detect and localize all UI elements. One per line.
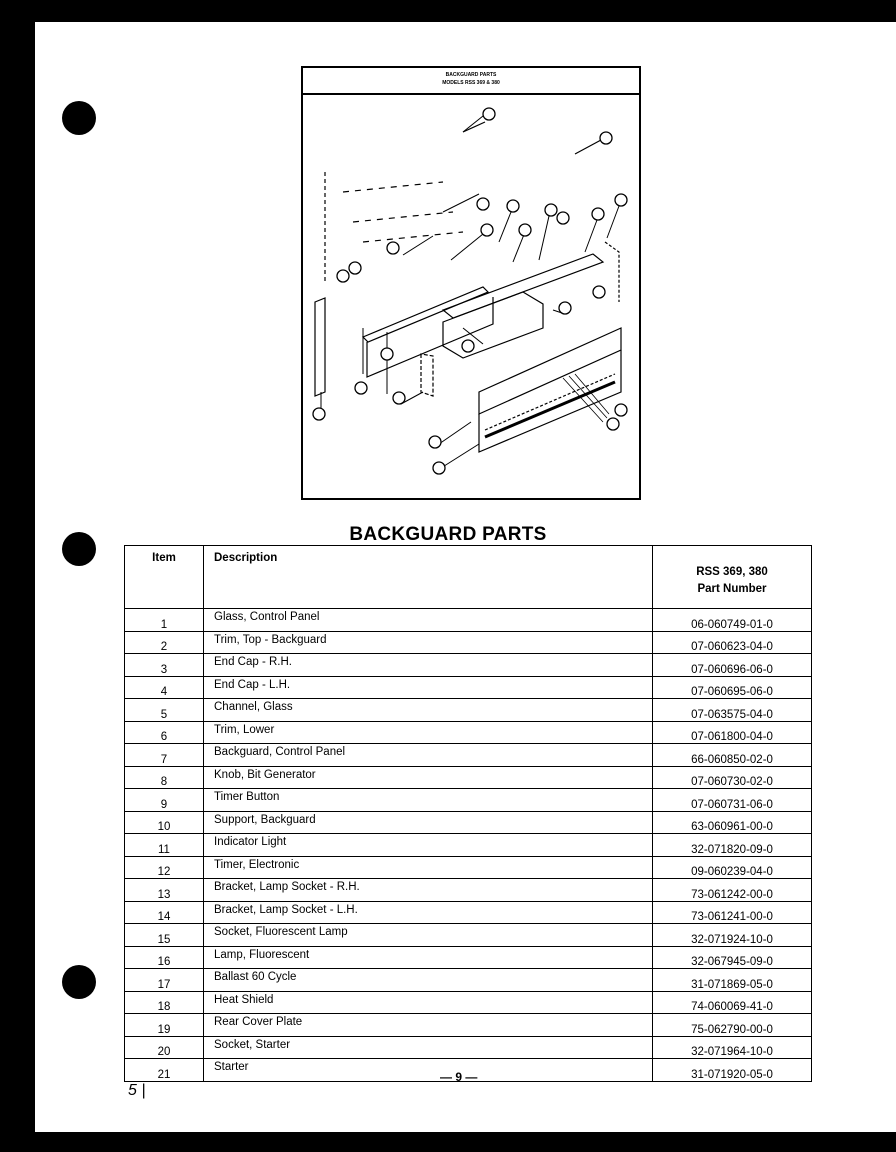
table-row (125, 654, 812, 677)
table-row (125, 609, 812, 632)
cell-item: 12 (125, 856, 204, 879)
table-row (125, 879, 812, 902)
cell-description: Glass, Control Panel (204, 609, 653, 632)
cell-item: 15 (125, 924, 204, 947)
cell-part-number: 74-060069-41-0 (653, 991, 812, 1014)
cell-item: 9 (125, 789, 204, 812)
cell-part-number: 32-067945-09-0 (653, 946, 812, 969)
cell-item: 4 (125, 676, 204, 699)
header-part-number (653, 546, 812, 609)
cell-part-number: 07-060730-02-0 (653, 766, 812, 789)
punch-hole-top (62, 101, 96, 135)
table-row (125, 766, 812, 789)
page-title: BACKGUARD PARTS (349, 524, 547, 545)
cell-description: Ballast 60 Cycle (204, 969, 653, 992)
cell-item: 19 (125, 1014, 204, 1037)
table-row (125, 631, 812, 654)
cell-part-number: 07-063575-04-0 (653, 699, 812, 722)
cell-item: 6 (125, 721, 204, 744)
cell-item: 14 (125, 901, 204, 924)
table-row (125, 856, 812, 879)
cell-item: 5 (125, 699, 204, 722)
cell-description: Indicator Light (204, 834, 653, 857)
cell-description: Backguard, Control Panel (204, 744, 653, 767)
cell-item: 13 (125, 879, 204, 902)
cell-part-number: 32-071964-10-0 (653, 1036, 812, 1059)
cell-part-number: 07-061800-04-0 (653, 721, 812, 744)
table-row (125, 744, 812, 767)
cell-item: 8 (125, 766, 204, 789)
cell-part-number: 06-060749-01-0 (653, 609, 812, 632)
cell-item: 1 (125, 609, 204, 632)
cell-description: Bracket, Lamp Socket - L.H. (204, 901, 653, 924)
cell-item: 20 (125, 1036, 204, 1059)
table-row (125, 1036, 812, 1059)
cell-item: 18 (125, 991, 204, 1014)
exploded-view-drawing (303, 92, 639, 496)
table-row (125, 946, 812, 969)
cell-description: Bracket, Lamp Socket - R.H. (204, 879, 653, 902)
page-number: — 9 — (440, 1070, 478, 1084)
table-row (125, 924, 812, 947)
table-row (125, 991, 812, 1014)
cell-description: Trim, Lower (204, 721, 653, 744)
header-item: Item (125, 546, 204, 609)
table-row (125, 721, 812, 744)
cell-part-number: 32-071924-10-0 (653, 924, 812, 947)
exploded-parts-diagram (301, 66, 641, 500)
cell-description: Trim, Top - Backguard (204, 631, 653, 654)
cell-item: 21 (125, 1059, 204, 1082)
handwritten-mark: 5 | (128, 1082, 146, 1099)
cell-part-number: 32-071820-09-0 (653, 834, 812, 857)
cell-item: 17 (125, 969, 204, 992)
table-row (125, 811, 812, 834)
cell-item: 7 (125, 744, 204, 767)
cell-item: 2 (125, 631, 204, 654)
cell-part-number: 31-071869-05-0 (653, 969, 812, 992)
cell-description: End Cap - L.H. (204, 676, 653, 699)
cell-part-number: 66-060850-02-0 (653, 744, 812, 767)
cell-item: 3 (125, 654, 204, 677)
cell-description: Timer Button (204, 789, 653, 812)
table-row (125, 834, 812, 857)
diagram-header (303, 68, 639, 95)
cell-item: 16 (125, 946, 204, 969)
cell-description: Heat Shield (204, 991, 653, 1014)
cell-part-number: 07-060731-06-0 (653, 789, 812, 812)
cell-part-number: 63-060961-00-0 (653, 811, 812, 834)
cell-item: 10 (125, 811, 204, 834)
parts-table-body (125, 609, 812, 1082)
cell-part-number: 73-061241-00-0 (653, 901, 812, 924)
header-part-models: RSS 369, 380 (696, 566, 768, 578)
cell-description: Timer, Electronic (204, 856, 653, 879)
cell-part-number: 75-062790-00-0 (653, 1014, 812, 1037)
table-row (125, 789, 812, 812)
header-description: Description (204, 546, 653, 609)
cell-description: Knob, Bit Generator (204, 766, 653, 789)
diagram-header-models: MODELS RSS 369 & 380 (442, 80, 500, 86)
cell-description: Channel, Glass (204, 699, 653, 722)
table-row (125, 901, 812, 924)
cell-part-number: 73-061242-00-0 (653, 879, 812, 902)
table-row (125, 676, 812, 699)
cell-description: Socket, Fluorescent Lamp (204, 924, 653, 947)
cell-item: 11 (125, 834, 204, 857)
punch-hole-bottom (62, 965, 96, 999)
cell-description: Rear Cover Plate (204, 1014, 653, 1037)
table-row (125, 1014, 812, 1037)
diagram-header-title: BACKGUARD PARTS (445, 72, 497, 78)
cell-part-number: 31-071920-05-0 (653, 1059, 812, 1082)
cell-description: Starter (204, 1059, 653, 1082)
header-part-label: Part Number (697, 583, 767, 595)
cell-description: Socket, Starter (204, 1036, 653, 1059)
cell-part-number: 07-060695-06-0 (653, 676, 812, 699)
table-header-row (125, 546, 812, 609)
cell-description: Support, Backguard (204, 811, 653, 834)
parts-table (124, 545, 812, 1082)
table-row (125, 699, 812, 722)
cell-description: Lamp, Fluorescent (204, 946, 653, 969)
cell-part-number: 09-060239-04-0 (653, 856, 812, 879)
table-row (125, 969, 812, 992)
cell-description: End Cap - R.H. (204, 654, 653, 677)
cell-part-number: 07-060696-06-0 (653, 654, 812, 677)
cell-part-number: 07-060623-04-0 (653, 631, 812, 654)
